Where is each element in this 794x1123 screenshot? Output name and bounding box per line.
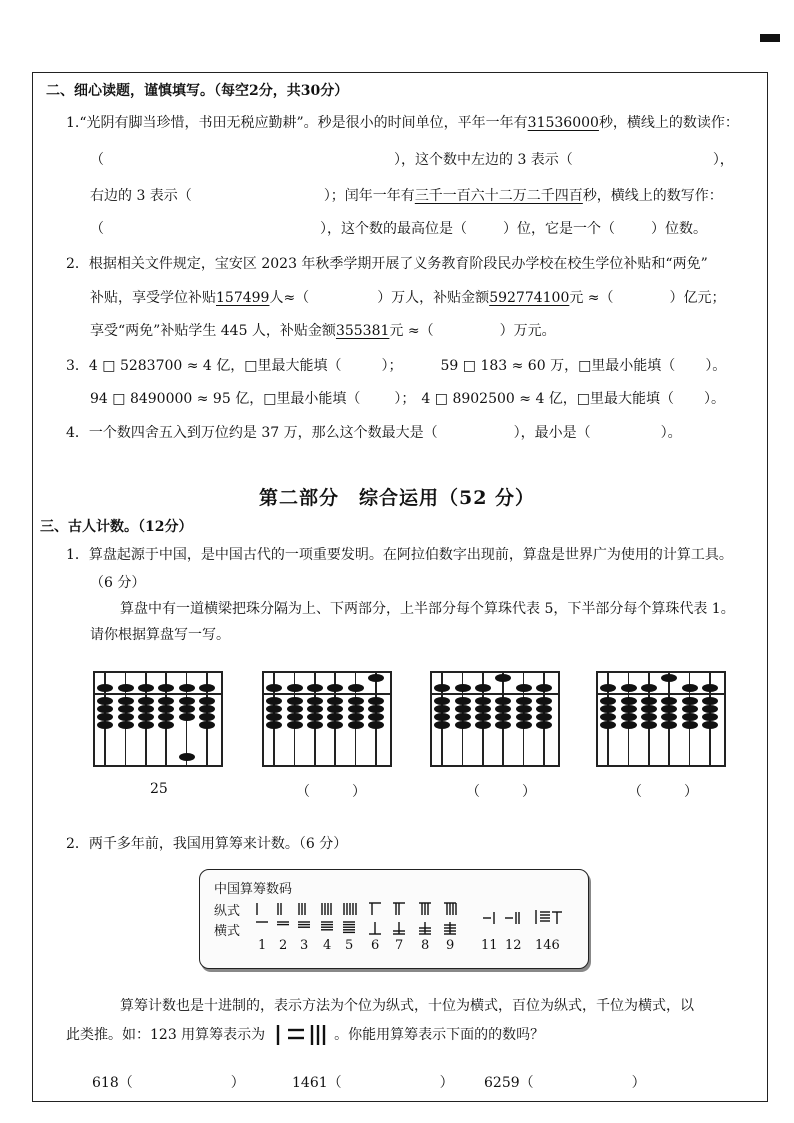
q2-number-1: 157499	[216, 290, 270, 306]
lower-bead	[516, 697, 532, 705]
upper-bead	[641, 684, 657, 692]
q2-line1: 2．根据相关文件规定，宝安区 2023 年秋季学期开展了义务教育阶段民办学校在校生学位补贴和“两免”	[66, 256, 708, 272]
lower-bead	[266, 705, 282, 713]
rod-digit-label: 12	[505, 938, 522, 953]
q3-line2	[90, 388, 725, 408]
upper-bead	[516, 684, 532, 692]
q3-l2b: ）；	[394, 391, 416, 407]
s3q2-title: 2．两千多年前，我国用算筹来计数。（6 分）	[66, 836, 348, 852]
row-label-vertical: 纵式	[214, 904, 241, 919]
lower-bead	[475, 697, 491, 705]
lower-bead	[495, 705, 511, 713]
q3-l2a: 94 □ 8490000 ≈ 95 亿，□里最小能填（	[90, 391, 361, 407]
q4-b: ），最小是（	[513, 425, 591, 441]
lower-bead	[118, 705, 134, 713]
lower-bead	[199, 705, 215, 713]
counting-rods-table	[199, 869, 589, 969]
lower-bead	[475, 721, 491, 729]
lower-bead	[536, 697, 552, 705]
q2-number-2: 592774100	[489, 290, 570, 306]
q2-l3a: 享受“两免”补贴学生 445 人，补贴金额	[90, 323, 336, 339]
lower-bead	[307, 705, 323, 713]
lower-bead	[475, 713, 491, 721]
abacus-3-answer[interactable]: （ ）	[466, 784, 536, 800]
upper-bead	[327, 684, 343, 692]
answer-618[interactable]	[92, 1072, 245, 1092]
s3q1-line3: 算盘中有一道横梁把珠分隔为上、下两部分，上半部分每个算珠代表 5，下半部分每个算珠代表 1。	[120, 601, 735, 617]
q1-line3	[90, 185, 723, 205]
row-label-horizontal: 横式	[214, 924, 241, 939]
q4-c: ）。	[660, 425, 682, 441]
lower-bead	[287, 713, 303, 721]
q1-line2	[90, 149, 734, 169]
lower-bead	[536, 713, 552, 721]
lower-bead	[475, 705, 491, 713]
lower-bead	[287, 697, 303, 705]
q3-l1d: ）。	[705, 358, 727, 374]
rod-digit-label: 1	[258, 938, 267, 953]
lower-bead	[348, 721, 364, 729]
lower-bead	[138, 705, 154, 713]
answer-1461[interactable]	[292, 1072, 454, 1092]
lower-bead	[199, 721, 215, 729]
abacus-beam	[264, 693, 390, 695]
lower-bead	[179, 705, 195, 713]
lower-bead	[179, 713, 195, 721]
lower-bead	[266, 721, 282, 729]
lower-bead	[118, 713, 134, 721]
q2-l3c: ）万元。	[499, 323, 556, 339]
lower-bead	[179, 753, 195, 761]
rod-digit-label: 6	[371, 938, 380, 953]
lower-bead	[621, 705, 637, 713]
lower-bead	[158, 721, 174, 729]
corner-mark	[760, 34, 780, 42]
upper-bead	[199, 684, 215, 692]
upper-bead	[97, 684, 113, 692]
abacus-4-answer[interactable]: （ ）	[628, 784, 698, 800]
upper-bead	[368, 674, 384, 682]
lower-bead	[287, 705, 303, 713]
q4-a: 4．一个数四舍五入到万位约是 37 万，那么这个数最大是（	[66, 425, 438, 441]
upper-bead	[307, 684, 323, 692]
lower-bead	[368, 697, 384, 705]
q1-l3c: 秒，横线上的数写作：	[582, 188, 723, 204]
q2-l2d: 元 ≈（	[569, 290, 614, 306]
lower-bead	[600, 713, 616, 721]
abacus-1	[93, 671, 223, 767]
q2-line3	[90, 320, 556, 340]
q3-line1	[66, 355, 726, 375]
lower-bead	[199, 713, 215, 721]
lower-bead	[327, 721, 343, 729]
lower-bead	[682, 713, 698, 721]
upper-bead	[118, 684, 134, 692]
lower-bead	[307, 721, 323, 729]
section-2-title: 二、细心读题，谨慎填写。（每空2分，共30分）	[46, 83, 349, 99]
q3-l1a: 3．4 □ 5283700 ≈ 4 亿，□里最大能填（	[66, 358, 342, 374]
lower-bead	[641, 721, 657, 729]
abacus-beam	[432, 693, 558, 695]
lower-bead	[368, 713, 384, 721]
lower-bead	[682, 721, 698, 729]
lower-bead	[661, 705, 677, 713]
q2-l3b: 元 ≈（	[389, 323, 434, 339]
q1-chinese-number: 三千一百六十二万二千四百	[414, 188, 583, 204]
s3q1-line4: 请你根据算盘写一写。	[90, 627, 230, 643]
answer-1461-number: 1461	[292, 1075, 328, 1091]
rod-glyphs	[200, 870, 588, 968]
lower-bead	[434, 705, 450, 713]
q2-l2b: 人≈（	[269, 290, 310, 306]
lower-bead	[266, 697, 282, 705]
lower-bead	[495, 697, 511, 705]
q4-line	[66, 422, 682, 442]
abacus-2	[262, 671, 392, 767]
upper-bead	[495, 674, 511, 682]
rod-digit-label: 2	[279, 938, 288, 953]
lower-bead	[516, 705, 532, 713]
answer-6259-number: 6259	[484, 1075, 520, 1091]
upper-bead	[661, 674, 677, 682]
rod-digit-label: 4	[323, 938, 332, 953]
lower-bead	[138, 697, 154, 705]
answer-618-blank[interactable]: （ ）	[118, 1075, 245, 1091]
lower-bead	[348, 705, 364, 713]
rod-digit-label: 8	[421, 938, 430, 953]
q3-l2d: ）。	[704, 391, 726, 407]
q1-number: 31536000	[527, 115, 599, 131]
upper-bead	[287, 684, 303, 692]
lower-bead	[158, 697, 174, 705]
lower-bead	[702, 713, 718, 721]
lower-bead	[179, 697, 195, 705]
lower-bead	[138, 713, 154, 721]
lower-bead	[368, 705, 384, 713]
s3q1-line2: （6 分）	[90, 575, 146, 591]
lower-bead	[97, 713, 113, 721]
upper-bead	[158, 684, 174, 692]
lower-bead	[495, 713, 511, 721]
lower-bead	[307, 713, 323, 721]
lower-bead	[158, 705, 174, 713]
abacus-1-answer: 25	[150, 781, 168, 797]
lower-bead	[434, 713, 450, 721]
q2-l2e: ）亿元；	[669, 290, 726, 306]
abacus-beam	[95, 693, 221, 695]
lower-bead	[455, 721, 471, 729]
lower-bead	[661, 721, 677, 729]
q3-l1b: ）；	[381, 358, 403, 374]
abacus-4	[596, 671, 726, 767]
q1-l3b: ）；闰年一年有	[323, 188, 415, 204]
lower-bead	[536, 705, 552, 713]
upper-bead	[536, 684, 552, 692]
rods-p2b: 。你能用算筹表示下面的的数吗？	[334, 1027, 545, 1043]
upper-bead	[138, 684, 154, 692]
lower-bead	[118, 697, 134, 705]
rods-paragraph-2	[66, 1022, 544, 1048]
section-3-title: 三、古人计数。（12分）	[40, 519, 193, 535]
rod-digit-label: 7	[395, 938, 404, 953]
q2-line2	[90, 287, 726, 307]
example-123-rods	[270, 1022, 330, 1048]
lower-bead	[199, 697, 215, 705]
q1-l4b: ），这个数的最高位是（	[320, 221, 467, 237]
rod-digit-label: 3	[300, 938, 309, 953]
upper-bead	[600, 684, 616, 692]
lower-bead	[97, 721, 113, 729]
q3-l2c: 4 □ 8902500 ≈ 4 亿，□里最大能填（	[421, 391, 675, 407]
lower-bead	[702, 721, 718, 729]
lower-bead	[600, 705, 616, 713]
lower-bead	[641, 697, 657, 705]
lower-bead	[621, 697, 637, 705]
lower-bead	[702, 705, 718, 713]
answer-6259-blank[interactable]: （ ）	[519, 1075, 646, 1091]
abacus-2-answer[interactable]: （ ）	[296, 784, 366, 800]
q1-line1	[66, 112, 739, 132]
q1-l4a: （	[90, 221, 104, 237]
lower-bead	[327, 697, 343, 705]
lower-bead	[348, 713, 364, 721]
upper-bead	[266, 684, 282, 692]
upper-bead	[475, 684, 491, 692]
abacus-beam	[598, 693, 724, 695]
lower-bead	[118, 721, 134, 729]
lower-bead	[266, 713, 282, 721]
q1-l2b: ），这个数中左边的 3 表示（	[394, 152, 573, 168]
q2-number-3: 355381	[335, 323, 390, 339]
lower-bead	[702, 697, 718, 705]
lower-bead	[516, 713, 532, 721]
lower-bead	[600, 697, 616, 705]
q1-l4c: ）位，它是一个（	[503, 221, 615, 237]
rods-table-title: 中国算筹数码	[214, 882, 293, 897]
lower-bead	[97, 705, 113, 713]
upper-bead	[682, 684, 698, 692]
q1-l2c: ），	[712, 152, 734, 168]
lower-bead	[287, 721, 303, 729]
lower-bead	[138, 721, 154, 729]
lower-bead	[641, 705, 657, 713]
lower-bead	[536, 721, 552, 729]
answer-1461-blank[interactable]: （ ）	[327, 1075, 454, 1091]
lower-bead	[600, 721, 616, 729]
q1-text-a: 1.“光阴有脚当珍惜，书田无税应勤耕”。秒是很小的时间单位，平年一年有	[66, 115, 528, 131]
lower-bead	[661, 713, 677, 721]
upper-bead	[621, 684, 637, 692]
lower-bead	[682, 705, 698, 713]
upper-bead	[455, 684, 471, 692]
upper-bead	[348, 684, 364, 692]
lower-bead	[368, 721, 384, 729]
lower-bead	[434, 697, 450, 705]
lower-bead	[327, 713, 343, 721]
q1-l4d: ）位数。	[651, 221, 707, 237]
answer-6259[interactable]	[484, 1072, 646, 1092]
q1-l2a: （	[90, 152, 104, 168]
q1-line4	[90, 218, 707, 238]
rods-p2a: 此类推。如：123 用算筹表示为	[66, 1027, 266, 1043]
lower-bead	[641, 713, 657, 721]
lower-bead	[327, 705, 343, 713]
lower-bead	[621, 721, 637, 729]
lower-bead	[158, 713, 174, 721]
lower-bead	[516, 721, 532, 729]
s3q1-line1: 1．算盘起源于中国，是中国古代的一项重要发明。在阿拉伯数字出现前，算盘是世界广为使用的计算工具。	[66, 547, 733, 563]
upper-bead	[702, 684, 718, 692]
rod-digit-label: 5	[345, 938, 354, 953]
lower-bead	[307, 697, 323, 705]
lower-bead	[455, 705, 471, 713]
lower-bead	[455, 713, 471, 721]
lower-bead	[348, 697, 364, 705]
rod-digit-label: 11	[481, 938, 498, 953]
q2-l2c: ）万人，补贴金额	[377, 290, 490, 306]
lower-bead	[682, 697, 698, 705]
lower-bead	[97, 697, 113, 705]
part-2-title: 第二部分 综合运用（52 分）	[258, 487, 536, 509]
lower-bead	[661, 697, 677, 705]
rod-digit-label: 9	[446, 938, 455, 953]
q2-l2a: 补贴，享受学位补贴	[90, 290, 216, 306]
answer-618-number: 618	[92, 1075, 119, 1091]
abacus-3	[430, 671, 560, 767]
lower-bead	[495, 721, 511, 729]
upper-bead	[434, 684, 450, 692]
lower-bead	[621, 713, 637, 721]
q1-text-b: 秒，横线上的数读作：	[598, 115, 739, 131]
q1-l3a: 右边的 3 表示（	[90, 188, 192, 204]
rod-digit-label: 146	[535, 938, 560, 953]
upper-bead	[179, 684, 195, 692]
lower-bead	[434, 721, 450, 729]
lower-bead	[455, 697, 471, 705]
q3-l1c: 59 □ 183 ≈ 60 万，□里最小能填（	[440, 358, 676, 374]
rods-paragraph-1: 算筹计数也是十进制的，表示方法为个位为纵式，十位为横式，百位为纵式，千位为横式，以	[120, 998, 694, 1014]
